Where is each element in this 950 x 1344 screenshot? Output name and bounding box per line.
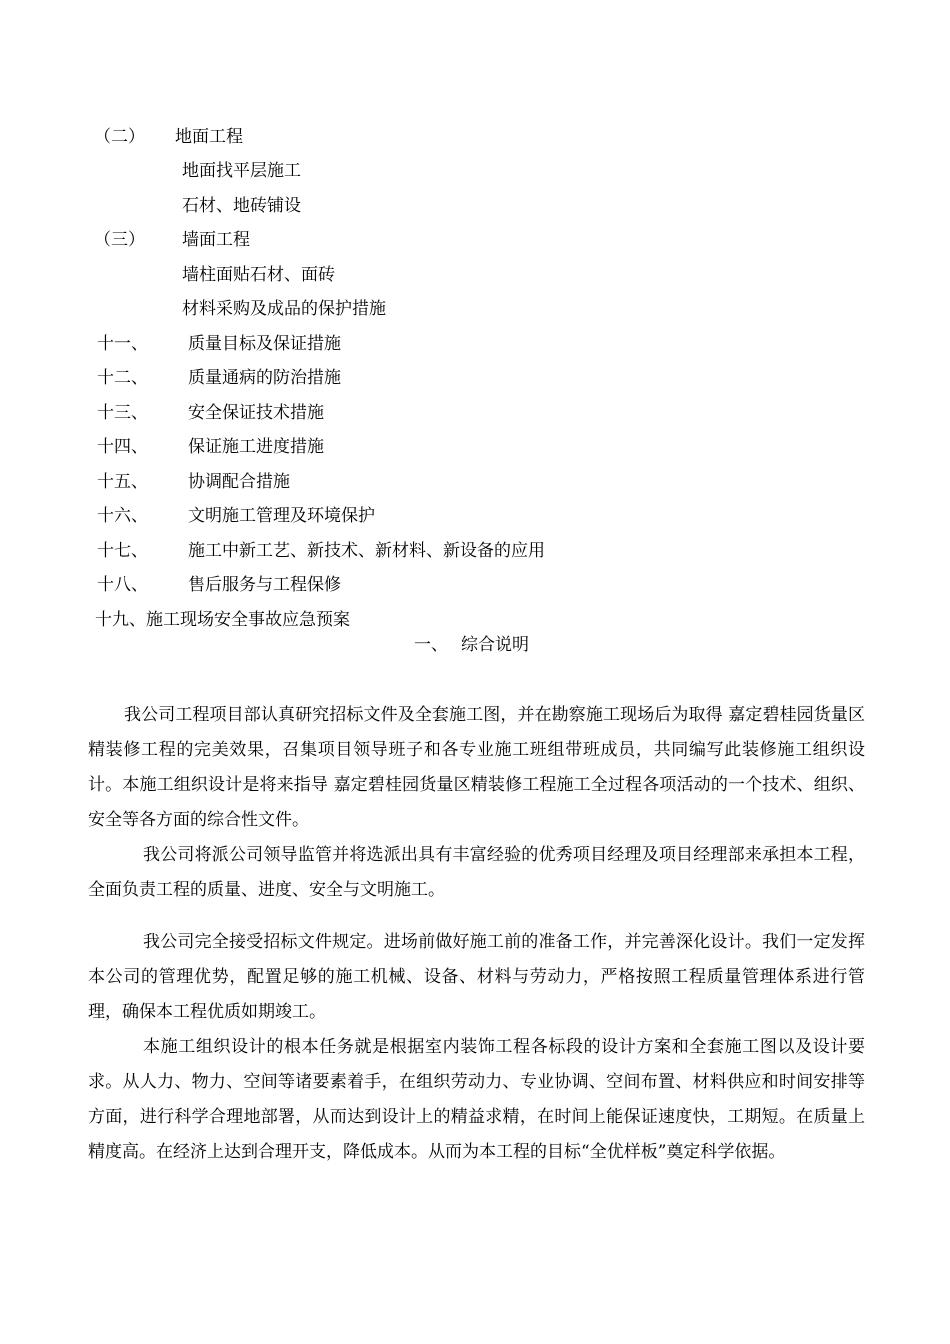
toc-item-text: 墙柱面贴石材、面砖: [182, 265, 335, 285]
toc-item-number: 十六、: [97, 506, 148, 526]
toc-item-number: （二）: [94, 127, 145, 147]
toc-item-number: 十五、: [97, 472, 148, 492]
section-number: 一、: [414, 635, 448, 655]
body-paragraph: 我公司将派公司领导监管并将选派出具有丰富经验的优秀项目经理及项目经理部来承担本工程，全面负责工程的质量、进度、安全与文明施工。: [88, 845, 865, 900]
toc-item-number: 十四、: [97, 437, 148, 457]
toc-item-text: 地面工程: [175, 127, 243, 147]
toc-item-text: 保证施工进度措施: [188, 437, 324, 457]
toc-item-number: 十八、: [97, 575, 148, 595]
body-paragraph: 我公司工程项目部认真研究招标文件及全套施工图，并在勘察施工现场后为取得 嘉定碧桂园货量区精装修工程的完美效果，召集项目领导班子和各专业施工班组带班成员，共同编写此装修施工组织设计。本施工组织设计是将来指导 嘉定碧桂园货量区精装修工程施工全过程各项活动的一个技术、组织、安全等各方面的综合性文件。: [88, 705, 865, 830]
toc-item-text: 施工中新工艺、新技术、新材料、新设备的应用: [188, 541, 545, 561]
toc-item-number: （三）: [94, 230, 145, 250]
body-paragraph: 本施工组织设计的根本任务就是根据室内装饰工程各标段的设计方案和全套施工图以及设计要求。从人力、物力、空间等诸要素着手，在组织劳动力、专业协调、空间布置、材料供应和时间安排等方面，进行科学合理地部署，从而达到设计上的精益求精，在时间上能保证速度快，工期短。在质量上精度高。在经济上达到合理开支，降低成本。从而为本工程的目标“全优样板”奠定科学依据。: [88, 1037, 865, 1162]
toc-item-text: 地面找平层施工: [182, 161, 301, 181]
toc-item-number: 十二、: [97, 368, 148, 388]
body-paragraph: 我公司完全接受招标文件规定。进场前做好施工前的准备工作，并完善深化设计。我们一定发挥本公司的管理优势，配置足够的施工机械、设备、材料与劳动力，严格按照工程质量管理体系进行管理，确保本工程优质如期竣工。: [88, 932, 865, 1022]
toc-item-text: 墙面工程: [182, 230, 250, 250]
toc-item-text: 协调配合措施: [188, 472, 290, 492]
toc-item-number: 十一、: [97, 334, 148, 354]
toc-item-text: 十九、施工现场安全事故应急预案: [95, 610, 350, 630]
section-title: 综合说明: [461, 635, 529, 655]
toc-item-text: 文明施工管理及环境保护: [188, 506, 375, 526]
toc-item-number: 十三、: [97, 403, 148, 423]
toc-item-text: 质量通病的防治措施: [188, 368, 341, 388]
toc-item-number: 十七、: [97, 541, 148, 561]
toc-item-text: 材料采购及成品的保护措施: [182, 299, 386, 319]
toc-item-text: 安全保证技术措施: [188, 403, 324, 423]
toc-item-text: 质量目标及保证措施: [188, 334, 341, 354]
toc-item-text: 售后服务与工程保修: [188, 575, 341, 595]
toc-item-text: 石材、地砖铺设: [182, 196, 301, 216]
